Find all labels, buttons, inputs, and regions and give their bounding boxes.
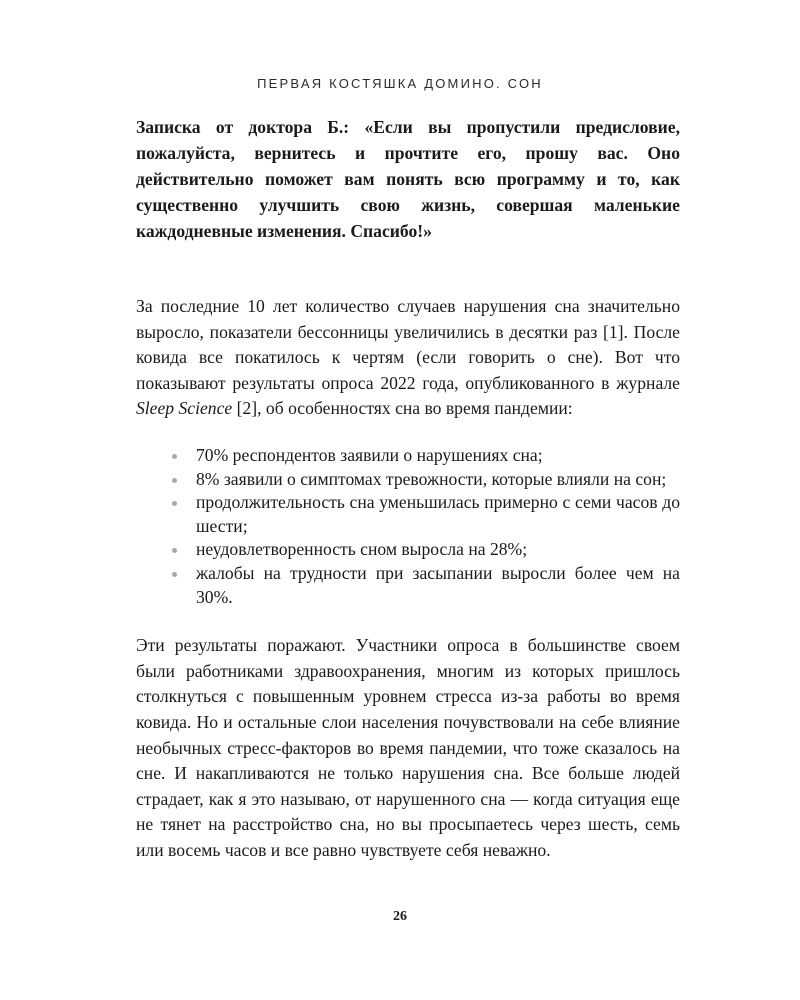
list-item <box>196 468 680 492</box>
bullet-dot-icon <box>172 572 177 577</box>
survey-results-list <box>136 444 680 609</box>
running-head: ПЕРВАЯ КОСТЯШКА ДОМИНО. СОН <box>257 76 543 91</box>
page-number: 26 <box>393 909 407 924</box>
journal-title: Sleep Science <box>136 398 233 419</box>
list-item-text: неудовлетворенность сном выросла на 28%; <box>196 539 528 560</box>
paragraph-1 <box>136 294 680 422</box>
paragraph-1-text-start: За последние 10 лет количество случаев нарушения сна значительно выросло, показатели бессонницы увеличились в десятки раз [1]. После ковида все покатилось к чертям (если говорить о сне). Вот что показывают результаты опроса 2022 года, опубликованного в журнале <box>136 296 680 393</box>
list-item-text: жалобы на трудности при засыпании выросли более чем на 30%. <box>196 562 680 607</box>
list-item-text: 8% заявили о симптомах тревожности, которые влияли на сон; <box>196 468 667 489</box>
bullet-dot-icon <box>172 478 177 483</box>
list-item-text: 70% респондентов заявили о нарушениях сна; <box>196 444 543 465</box>
paragraph-1-text-end: [2], об особенностях сна во время пандемии: <box>232 398 573 419</box>
page-content <box>136 114 680 863</box>
list-item <box>196 491 680 538</box>
list-item <box>196 444 680 468</box>
list-item-text: продолжительность сна уменьшилась примерно с семи часов до шести; <box>196 492 680 536</box>
list-item <box>196 562 680 609</box>
bullet-dot-icon <box>172 454 177 459</box>
paragraph-2: Эти результаты поражают. Участники опроса в большинстве своем были работниками здравоохранения, многим из которых пришлось столкнуться с повышенным уровнем стресса из-за работы во время ковида. Но и остальные слои населения почувствовали на себе влияние необычных стресс-факторов во время пандемии, что тоже сказалось на сне. И накапливаются не только нарушения сна. Все больше людей страдает, как я это называю, от нарушенного сна — когда ситуация еще не тянет на расстройство сна, но вы просыпаетесь через шесть, семь или восемь часов и все равно чувствуете себя неважно. <box>136 635 680 860</box>
list-item <box>196 538 680 562</box>
author-note: Записка от доктора Б.: «Если вы пропустили предисловие, пожалуйста, вернитесь и прочтите его, прошу вас. Оно действительно поможет вам понять всю программу и то, как существенно улучшить свою жизнь, совершая маленькие каждодневные изменения. Спасибо!» <box>136 117 680 241</box>
bullet-dot-icon <box>172 548 177 553</box>
bullet-dot-icon <box>172 501 177 506</box>
